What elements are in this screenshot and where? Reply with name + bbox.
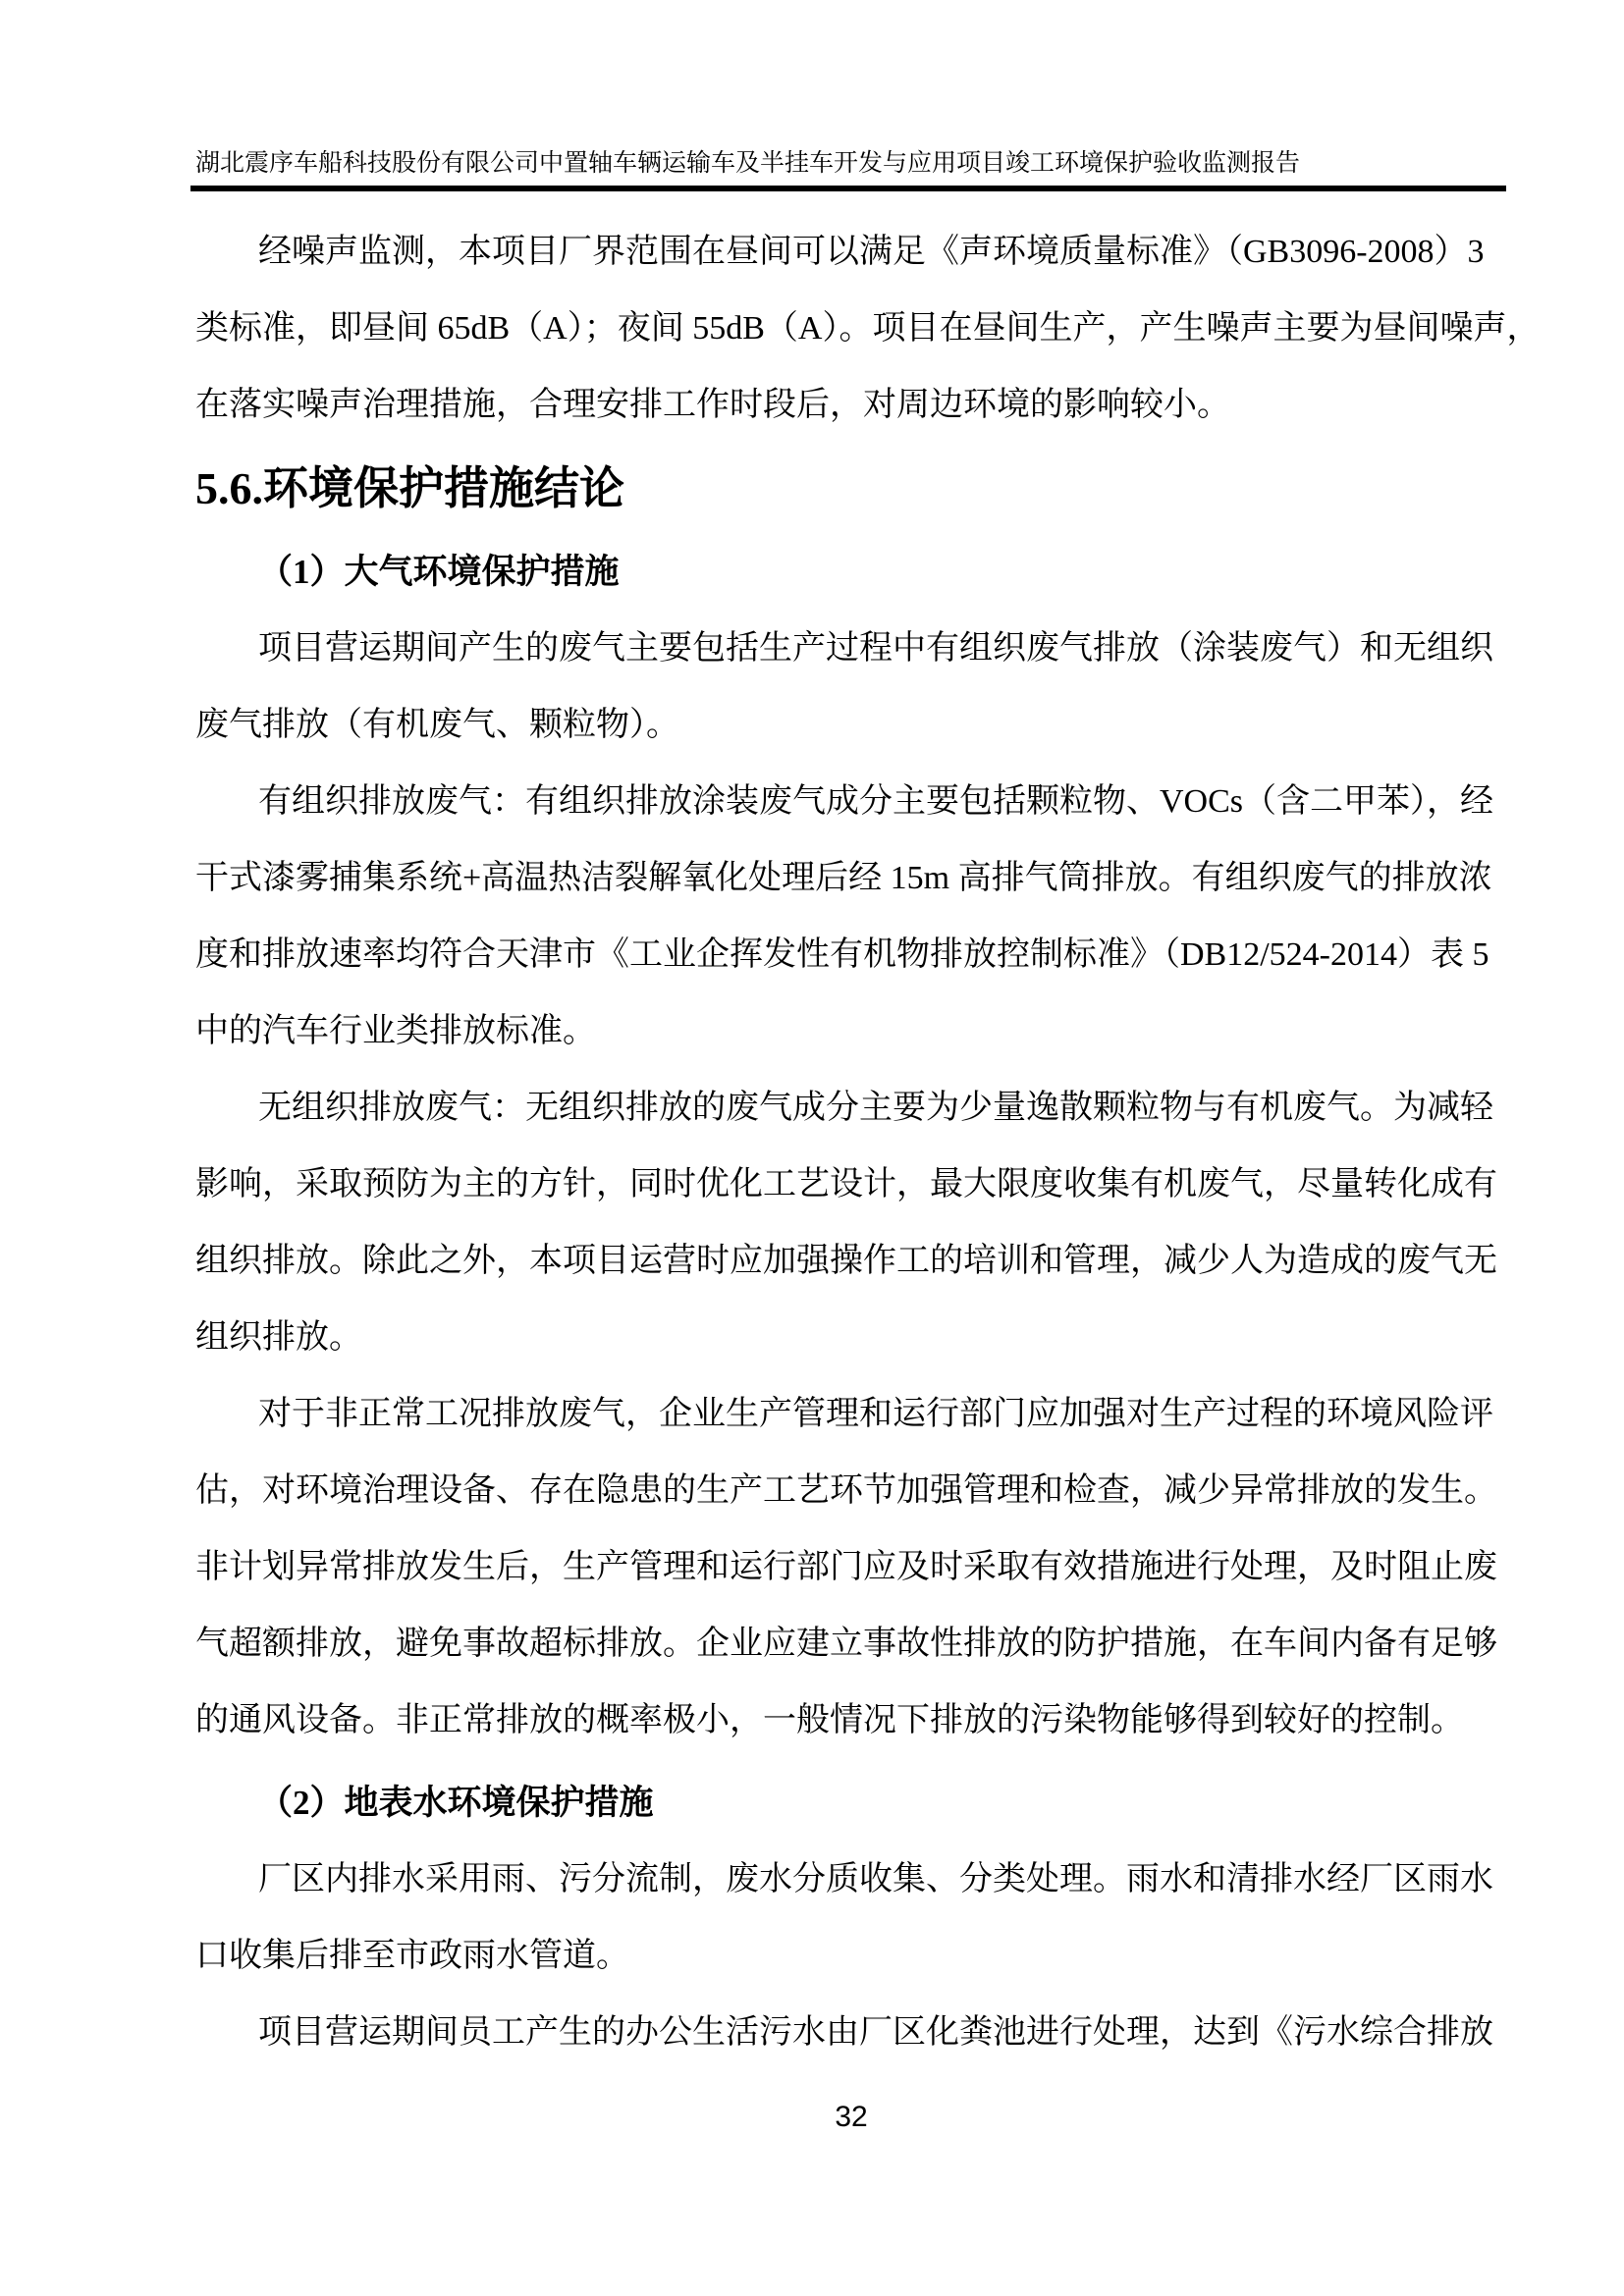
- paragraph-water-sewage: [195, 1995, 1507, 2071]
- paragraph-line: 经噪声监测，本项目厂界范围在昼间可以满足《声环境质量标准》（GB3096-2008）3: [258, 234, 1485, 270]
- paragraph-line: 有组织排放废气：有组织排放涂装废气成分主要包括颗粒物、VOCs（含二甲苯），经: [258, 783, 1494, 820]
- paragraph-line: 类标准，即昼间 65dB（A）；夜间 55dB（A）。项目在昼间生产，产生噪声主要为昼间噪声，: [195, 310, 1541, 347]
- page-header-title: 湖北震序车船科技股份有限公司中置轴车辆运输车及半挂车开发与应用项目竣工环境保护验收监测报告: [195, 150, 1301, 177]
- paragraph-line: 项目营运期间员工产生的办公生活污水由厂区化粪池进行处理，达到《污水综合排放: [258, 2014, 1493, 2051]
- section-heading-5-6: 5.6.环境保护措施结论: [195, 463, 624, 513]
- paragraph-line: 厂区内排水采用雨、污分流制，废水分质收集、分类处理。雨水和清排水经厂区雨水: [258, 1861, 1493, 1897]
- paragraph-air-organized: [195, 764, 1507, 1070]
- paragraph-line: 组织排放。除此之外，本项目运营时应加强操作工的培训和管理，减少人为造成的废气无: [195, 1243, 1497, 1279]
- paragraph-water-drain: [195, 1842, 1507, 1995]
- paragraph-line: 干式漆雾捕集系统+高温热洁裂解氧化处理后经 15m 高排气筒排放。有组织废气的排放浓: [195, 860, 1492, 896]
- subsection-heading-water: （2）地表水环境保护措施: [258, 1784, 654, 1822]
- paragraph-line: 在落实噪声治理措施，合理安排工作时段后，对周边环境的影响较小。: [195, 387, 1230, 423]
- paragraph-line: 影响，采取预防为主的方针，同时优化工艺设计，最大限度收集有机废气，尽量转化成有: [195, 1166, 1497, 1202]
- paragraph-line: 组织排放。: [195, 1319, 362, 1356]
- paragraph-line: 非计划异常排放发生后，生产管理和运行部门应及时采取有效措施进行处理，及时阻止废: [195, 1549, 1497, 1585]
- paragraph-line: 对于非正常工况排放废气，企业生产管理和运行部门应加强对生产过程的环境风险评: [258, 1396, 1493, 1432]
- paragraph-line: 口收集后排至市政雨水管道。: [195, 1938, 629, 1974]
- paragraph-noise: [195, 214, 1541, 444]
- paragraph-line: 度和排放速率均符合天津市《工业企挥发性有机物排放控制标准》（DB12/524-2014）表 5: [195, 936, 1489, 973]
- paragraph-line: 估，对环境治理设备、存在隐患的生产工艺环节加强管理和检查，减少异常排放的发生。: [195, 1472, 1497, 1509]
- subsection-heading-air: （1）大气环境保护措施: [258, 553, 620, 591]
- paragraph-line: 的通风设备。非正常排放的概率极小，一般情况下排放的污染物能够得到较好的控制。: [195, 1702, 1464, 1738]
- paragraph-air-unorganized: [195, 1070, 1507, 1376]
- paragraph-air-abnormal: [195, 1376, 1507, 1759]
- paragraph-air-overview: [195, 611, 1507, 764]
- page-number: 32: [835, 2101, 868, 2133]
- paragraph-line: 无组织排放废气：无组织排放的废气成分主要为少量逸散颗粒物与有机废气。为减轻: [258, 1090, 1493, 1126]
- paragraph-line: 中的汽车行业类排放标准。: [195, 1013, 596, 1049]
- paragraph-line: 项目营运期间产生的废气主要包括生产过程中有组织废气排放（涂装废气）和无组织: [258, 630, 1493, 667]
- paragraph-line: 气超额排放，避免事故超标排放。企业应建立事故性排放的防护措施，在车间内备有足够: [195, 1626, 1497, 1662]
- header-divider-rule: [190, 186, 1506, 191]
- paragraph-line: 废气排放（有机废气、颗粒物）。: [195, 707, 679, 743]
- document-body: [195, 214, 1541, 2071]
